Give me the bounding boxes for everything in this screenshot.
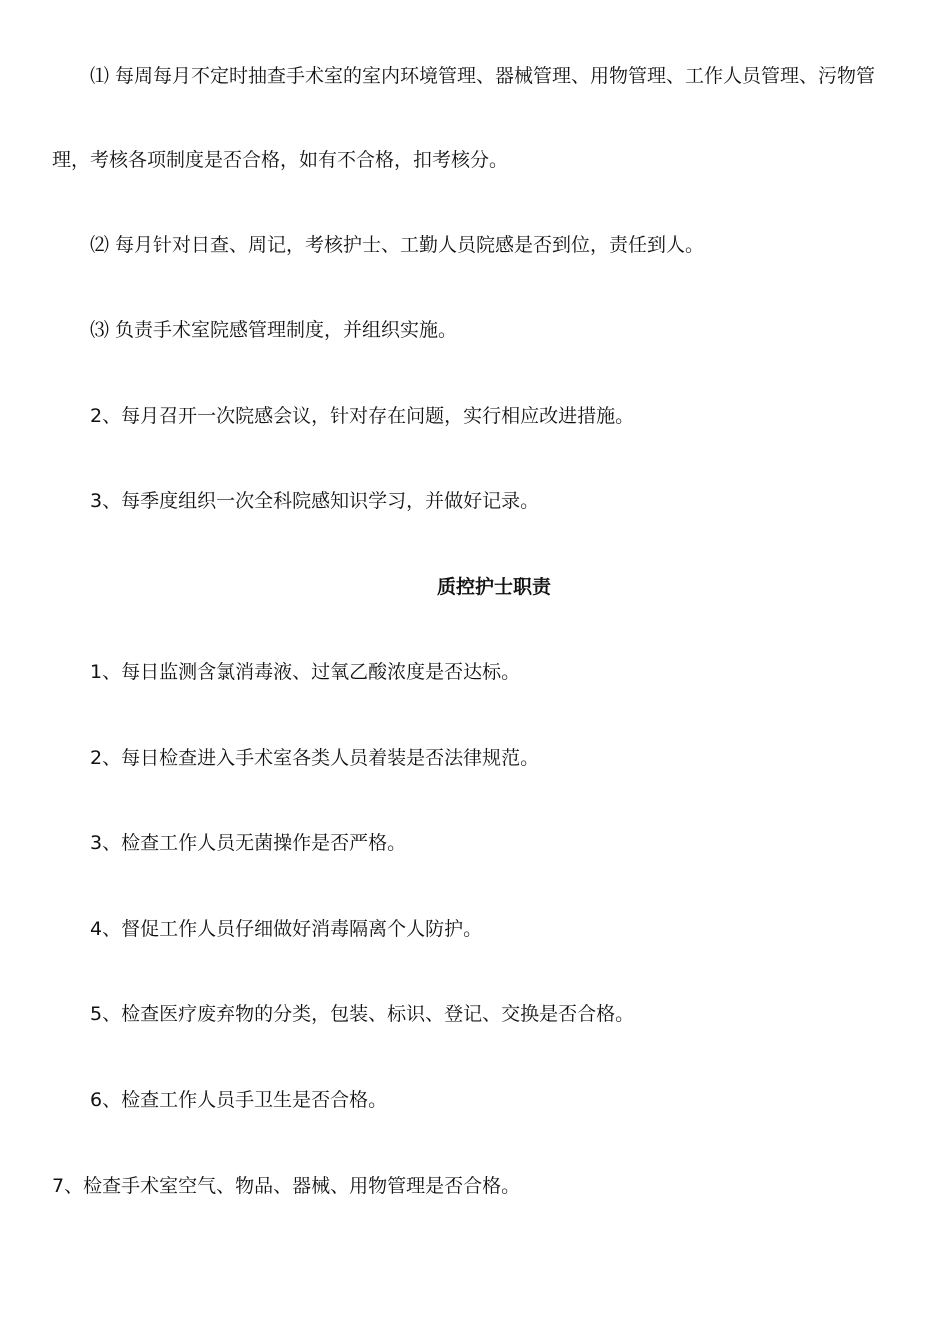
section-title: 质控护士职责 (436, 576, 551, 598)
list-item: 7、检查手术室空气、物品、器械、用物管理是否合格。 (52, 1175, 521, 1197)
list-item: 2、每日检查进入手术室各类人员着装是否法律规范。 (90, 747, 540, 769)
list-item: 3、检查工作人员无菌操作是否严格。 (90, 832, 407, 854)
list-item: 4、督促工作人员仔细做好消毒隔离个人防护。 (90, 918, 483, 940)
list-item: 6、检查工作人员手卫生是否合格。 (90, 1089, 388, 1111)
list-item: 1、每日监测含氯消毒液、过氧乙酸浓度是否达标。 (90, 661, 521, 683)
paragraph-point3: 3、每季度组织一次全科院感知识学习，并做好记录。 (90, 490, 540, 512)
paragraph-item1-line2: 理，考核各项制度是否合格，如有不合格，扣考核分。 (52, 149, 509, 171)
paragraph-item1-line1: ⑴ 每周每月不定时抽查手术室的室内环境管理、器械管理、用物管理、工作人员管理、污物管 (90, 65, 876, 87)
list-item: 5、检查医疗废弃物的分类，包装、标识、登记、交换是否合格。 (90, 1003, 635, 1025)
paragraph-item3: ⑶ 负责手术室院感管理制度，并组织实施。 (90, 319, 458, 341)
paragraph-item2: ⑵ 每月针对日查、周记，考核护士、工勤人员院感是否到位，责任到人。 (90, 234, 705, 256)
paragraph-point2: 2、每月召开一次院感会议，针对存在问题，实行相应改进措施。 (90, 405, 635, 427)
